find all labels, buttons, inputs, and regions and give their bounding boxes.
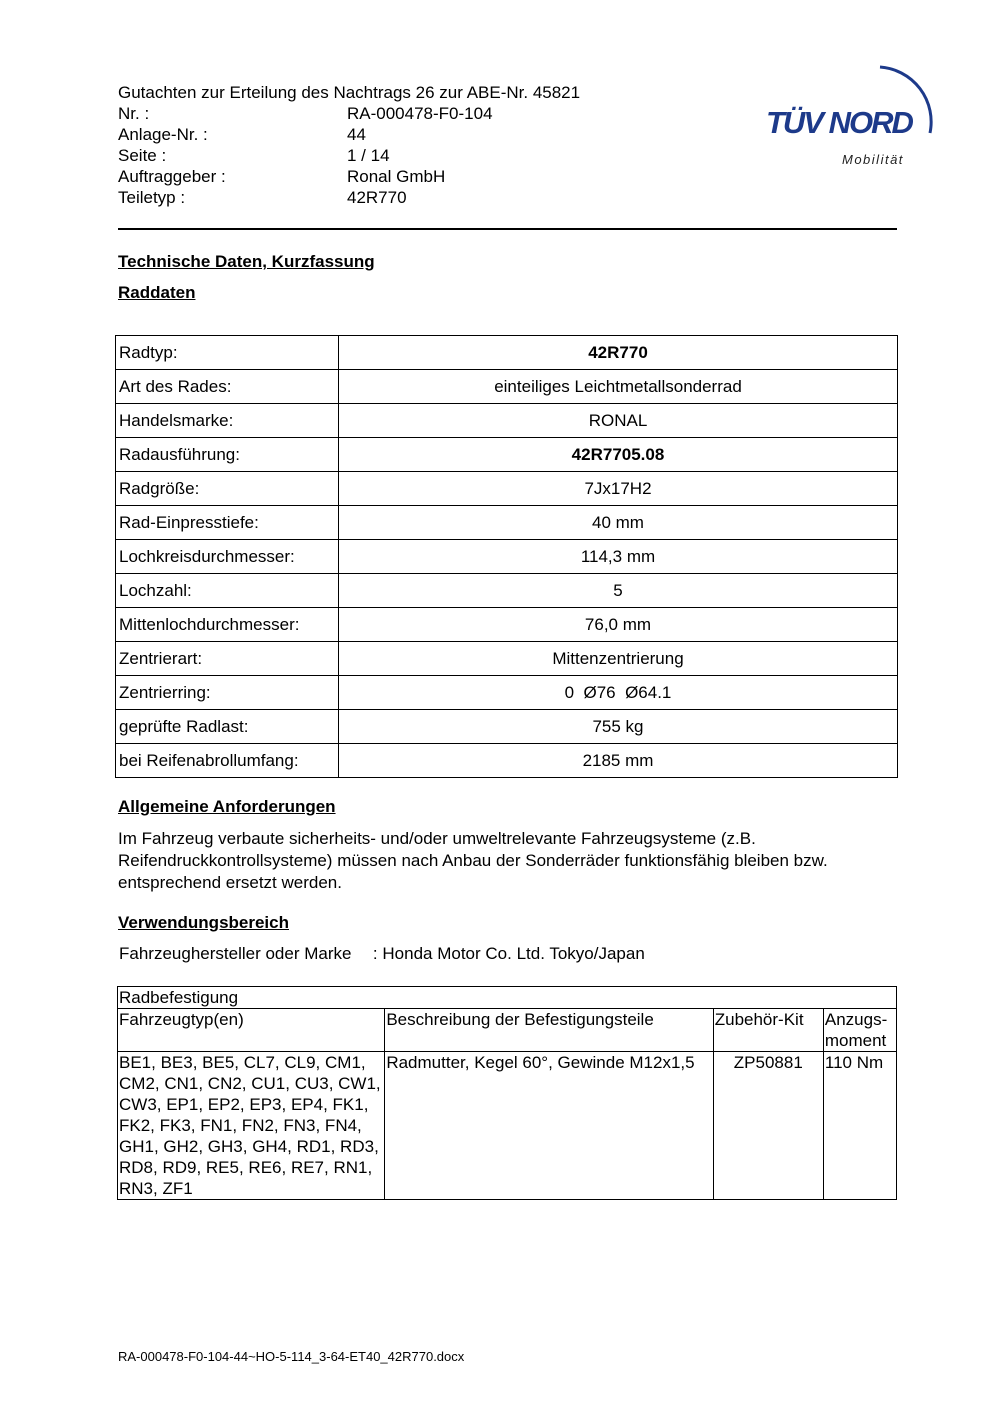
raddaten-value: 42R770 <box>339 336 898 370</box>
header-label: Auftraggeber : <box>118 167 226 186</box>
column-header: Zubehör-Kit <box>713 1009 823 1052</box>
zubehoer-kit-cell: ZP50881 <box>713 1052 823 1200</box>
anzugsmoment-cell: 110 Nm <box>823 1052 896 1200</box>
table-row <box>116 676 898 710</box>
beschreibung-cell: Radmutter, Kegel 60°, Gewinde M12x1,5 <box>385 1052 713 1200</box>
table-row <box>116 472 898 506</box>
raddaten-label: Radgröße: <box>116 472 339 506</box>
raddaten-value: 5 <box>339 574 898 608</box>
section-raddaten: Raddaten <box>118 283 196 302</box>
table-row <box>116 608 898 642</box>
header-row-seite <box>118 145 580 166</box>
raddaten-value: einteiliges Leichtmetallsonderrad <box>339 370 898 404</box>
raddaten-table <box>115 335 898 778</box>
header-label: Nr. : <box>118 104 150 123</box>
column-header: Beschreibung der Befestigungsteile <box>385 1009 713 1052</box>
allgemeine-text: Im Fahrzeug verbaute sicherheits- und/oder umweltrelevante Fahrzeugsysteme (z.B. Reifendruckkontrollsysteme) müssen nach Anbau der Sonderräder funktionsfähig bleiben bzw. entsprechend ersetzt werden. <box>118 829 828 892</box>
raddaten-value: 7Jx17H2 <box>339 472 898 506</box>
raddaten-label: Rad-Einpresstiefe: <box>116 506 339 540</box>
document-title: Gutachten zur Erteilung des Nachtrags 26 zur ABE-Nr. 45821 <box>118 83 581 102</box>
raddaten-value: 114,3 mm <box>339 540 898 574</box>
table-row <box>116 336 898 370</box>
tuev-nord-logo <box>760 55 945 175</box>
raddaten-label: Mittenlochdurchmesser: <box>116 608 339 642</box>
header-row-teiletyp <box>118 187 580 208</box>
raddaten-value: 42R7705.08 <box>339 438 898 472</box>
table-row <box>116 540 898 574</box>
raddaten-value: Mittenzentrierung <box>339 642 898 676</box>
logo-name: TÜV NORD <box>766 105 912 140</box>
section-allgemeine: Allgemeine Anforderungen <box>118 797 336 816</box>
footer-filename: RA-000478-F0-104-44~HO-5-114_3-64-ET40_42R770.docx <box>118 1349 465 1364</box>
table-row <box>116 438 898 472</box>
raddaten-label: Art des Rades: <box>116 370 339 404</box>
raddaten-value: RONAL <box>339 404 898 438</box>
table-row <box>118 987 897 1009</box>
table-row <box>118 1052 897 1200</box>
raddaten-label: Lochzahl: <box>116 574 339 608</box>
header-row-nr <box>118 103 580 124</box>
section-technische-daten: Technische Daten, Kurzfassung <box>118 252 375 271</box>
table-row <box>116 744 898 778</box>
verwendung-line <box>119 944 645 964</box>
raddaten-label: Radtyp: <box>116 336 339 370</box>
raddaten-label: geprüfte Radlast: <box>116 710 339 744</box>
verwendung-label: Fahrzeughersteller oder Marke <box>119 944 352 963</box>
raddaten-value: 755 kg <box>339 710 898 744</box>
raddaten-label: Zentrierart: <box>116 642 339 676</box>
table-row <box>116 404 898 438</box>
header-label: Seite : <box>118 146 167 165</box>
header-block <box>118 82 580 208</box>
raddaten-label: Zentrierring: <box>116 676 339 710</box>
raddaten-label: bei Reifenabrollumfang: <box>116 744 339 778</box>
raddaten-label: Handelsmarke: <box>116 404 339 438</box>
table-row <box>116 370 898 404</box>
raddaten-value: 40 mm <box>339 506 898 540</box>
header-value: 42R770 <box>347 188 407 207</box>
logo-sub: Mobilität <box>842 152 904 167</box>
befestigung-table <box>117 986 897 1200</box>
raddaten-value: 2185 mm <box>339 744 898 778</box>
raddaten-label: Radausführung: <box>116 438 339 472</box>
column-header: Fahrzeugtyp(en) <box>118 1009 385 1052</box>
fahrzeugtypen-cell: BE1, BE3, BE5, CL7, CL9, CM1, CM2, CN1, CN2, CU1, CU3, CW1, CW3, EP1, EP2, EP3, EP4, FK1, FK2, FK3, FN1, FN2, FN3, FN4, GH1, GH2, GH3, GH4, RD1, RD3, RD8, RD9, RE5, RE6, RE7, RN1, RN3, ZF1 <box>118 1052 385 1200</box>
verwendung-sep: : <box>372 944 378 963</box>
raddaten-value: 0 Ø76 Ø64.1 <box>339 676 898 710</box>
header-value: Ronal GmbH <box>347 167 446 186</box>
table-row <box>116 574 898 608</box>
table-row <box>116 506 898 540</box>
header-label: Teiletyp : <box>118 188 186 207</box>
verwendung-value: Honda Motor Co. Ltd. Tokyo/Japan <box>382 944 645 963</box>
befestigung-title: Radbefestigung <box>118 987 897 1009</box>
header-value: 44 <box>347 125 366 144</box>
table-row <box>118 1009 897 1052</box>
column-header: Anzugs- moment <box>823 1009 896 1052</box>
header-value: RA-000478-F0-104 <box>347 104 493 123</box>
header-divider <box>118 228 897 230</box>
header-row-auftraggeber <box>118 166 580 187</box>
section-verwendung: Verwendungsbereich <box>118 913 289 932</box>
header-row-anlage <box>118 124 580 145</box>
header-value: 1 / 14 <box>347 146 390 165</box>
raddaten-label: Lochkreisdurchmesser: <box>116 540 339 574</box>
table-row <box>116 642 898 676</box>
table-row <box>116 710 898 744</box>
raddaten-value: 76,0 mm <box>339 608 898 642</box>
header-label: Anlage-Nr. : <box>118 125 208 144</box>
